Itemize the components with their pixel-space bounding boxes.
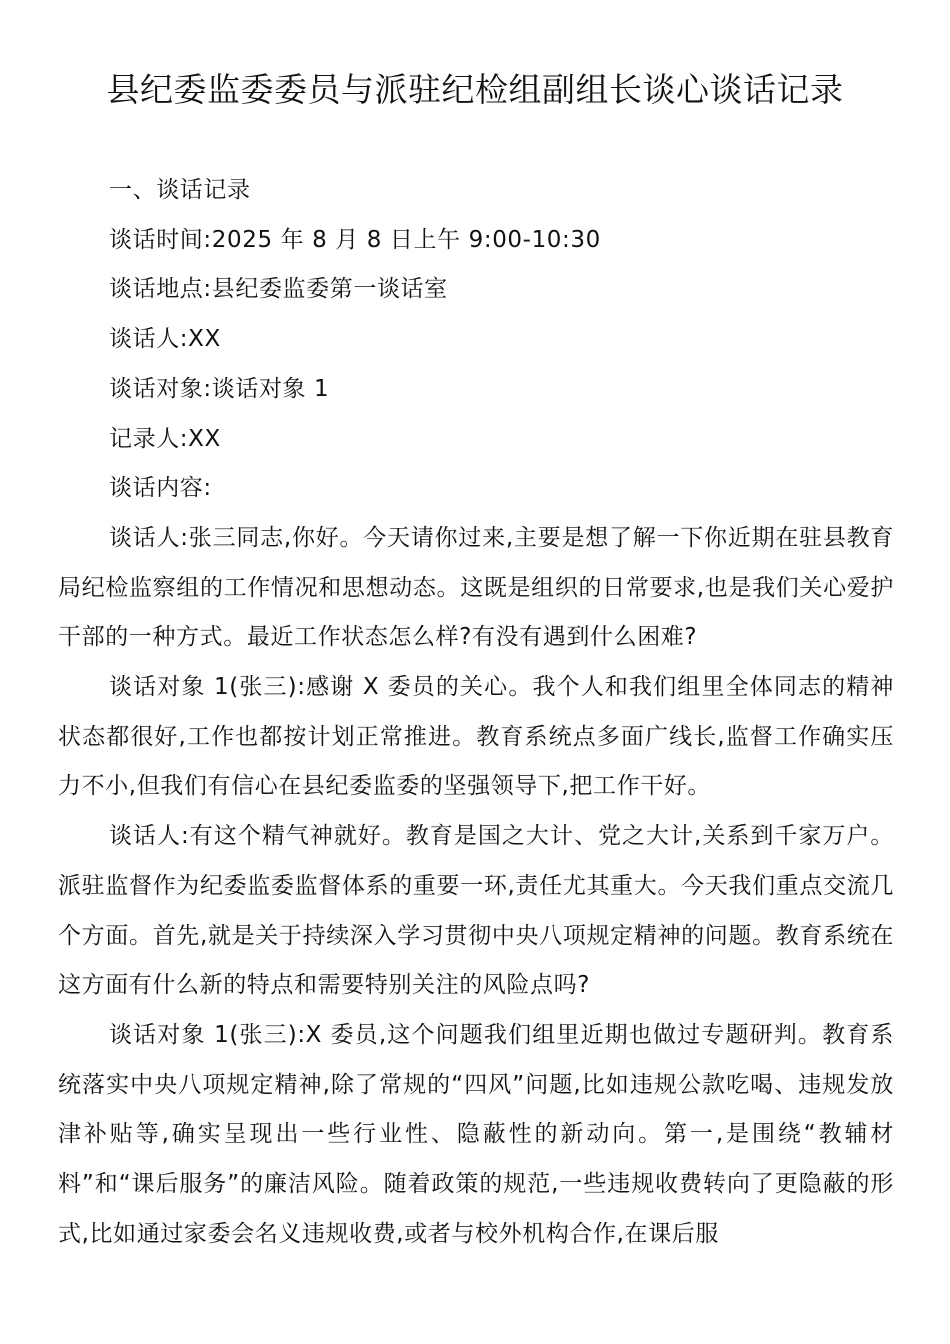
paragraph-4: 谈话对象 1(张三):X 委员,这个问题我们组里近期也做过专题研判。教育系统落实中央八项规定精神,除了常规的“四风”问题,比如违规公款吃喝、违规发放津补贴等,确实呈现出一些行业性、隐蔽性的新动向。第一,是围绕“教辅材料”和“课后服务”的廉洁风险。随着政策的规范,一些违规收费转向了更隐蔽的形式,比如通过家委会名义违规收费,或者与校外机构合作,在课后服: [58, 1021, 894, 1247]
section-heading: 一、谈话记录: [109, 177, 251, 203]
document-title: 县纪委监委委员与派驻纪检组副组长谈心谈话记录: [106, 70, 844, 109]
meta-interviewer: 谈话人:XX: [109, 326, 221, 353]
document-body: [58, 166, 894, 1259]
meta-interviewee: 谈话对象:谈话对象 1: [109, 375, 330, 402]
paragraph-2: 谈话对象 1(张三):感谢 X 委员的关心。我个人和我们组里全体同志的精神状态都很好,工作也都按计划正常推进。教育系统点多面广线长,监督工作确实压力不小,但我们有信心在县纪委监委的坚强领导下,把工作干好。: [58, 674, 894, 800]
meta-location: 谈话地点:县纪委监委第一谈话室: [109, 276, 448, 303]
paragraph-1: 谈话人:张三同志,你好。今天请你过来,主要是想了解一下你近期在驻县教育局纪检监察组的工作情况和思想动态。这既是组织的日常要求,也是我们关心爱护干部的一种方式。最近工作状态怎么样?有没有遇到什么困难?: [58, 524, 894, 651]
meta-content-label: 谈话内容:: [109, 475, 212, 502]
paragraph-3: 谈话人:有这个精气神就好。教育是国之大计、党之大计,关系到千家万户。派驻监督作为纪委监委监督体系的重要一环,责任尤其重大。今天我们重点交流几个方面。首先,就是关于持续深入学习贯彻中央八项规定精神的问题。教育系统在这方面有什么新的特点和需要特别关注的风险点吗?: [58, 823, 894, 999]
meta-recorder: 记录人:XX: [109, 425, 221, 452]
meta-time: 谈话时间:2025 年 8 月 8 日上午 9:00-10:30: [109, 226, 601, 253]
